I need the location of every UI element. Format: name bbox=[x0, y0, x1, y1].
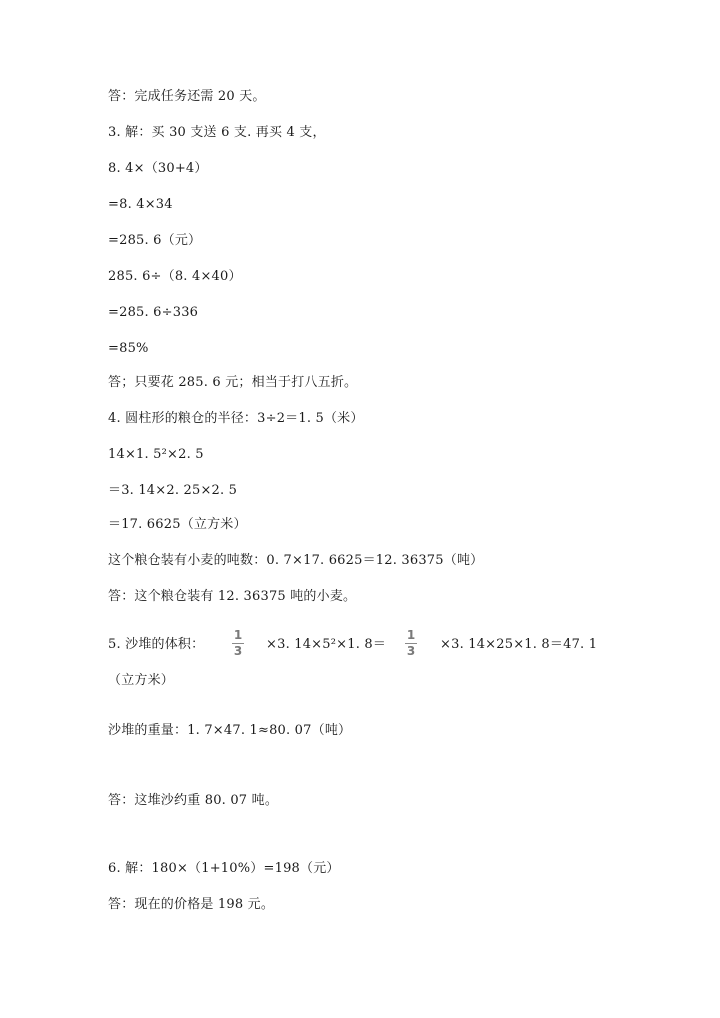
fraction-one-third-1 bbox=[231, 629, 245, 658]
q5-expression-part2: ×3. 14×25×1. 8＝47. 1 bbox=[440, 637, 598, 652]
q5-heading: 5. 沙堆的体积： bbox=[108, 637, 205, 652]
q5-weight: 沙堆的重量：1. 7×47. 1≈80. 07（吨） bbox=[108, 723, 352, 738]
fraction-numerator: 1 bbox=[406, 628, 416, 642]
fraction-numerator: 1 bbox=[233, 628, 243, 642]
fraction-denominator: 3 bbox=[406, 644, 416, 658]
answer-q2: 答：完成任务还需 20 天。 bbox=[108, 89, 266, 104]
q4-heading: 4. 圆柱形的粮仓的半径：3÷2＝1. 5（米） bbox=[108, 411, 364, 426]
q3-step3: =285. 6（元） bbox=[108, 233, 202, 248]
q4-step4: 这个粮仓装有小麦的吨数：0. 7×17. 6625＝12. 36375（吨） bbox=[108, 553, 484, 568]
q3-step4: 285. 6÷（8. 4×40） bbox=[108, 269, 242, 284]
q4-step1: 14×1. 5²×2. 5 bbox=[108, 447, 204, 462]
answer-q6: 答：现在的价格是 198 元。 bbox=[108, 897, 275, 912]
q3-step1: 8. 4×（30+4） bbox=[108, 161, 208, 176]
q3-heading: 3. 解：买 30 支送 6 支. 再买 4 支， bbox=[108, 125, 326, 140]
fraction-denominator: 3 bbox=[233, 644, 243, 658]
q5-expression-part1: ×3. 14×5²×1. 8＝ bbox=[266, 637, 387, 652]
q3-step6: =85% bbox=[108, 341, 149, 356]
answer-q5: 答：这堆沙约重 80. 07 吨。 bbox=[108, 793, 279, 808]
answer-q4: 答：这个粮仓装有 12. 36375 吨的小麦。 bbox=[108, 589, 357, 604]
q4-step2: ＝3. 14×2. 25×2. 5 bbox=[108, 483, 238, 498]
q5-unit: （立方米） bbox=[108, 673, 175, 688]
fraction-one-third-2 bbox=[404, 629, 418, 658]
q3-step2: =8. 4×34 bbox=[108, 197, 173, 212]
q6-heading: 6. 解：180×（1+10%）=198（元） bbox=[108, 861, 340, 876]
q3-step5: =285. 6÷336 bbox=[108, 305, 199, 320]
answer-q3: 答；只要花 285. 6 元；相当于打八五折。 bbox=[108, 375, 358, 390]
q4-step3: ＝17. 6625（立方米） bbox=[108, 517, 247, 532]
